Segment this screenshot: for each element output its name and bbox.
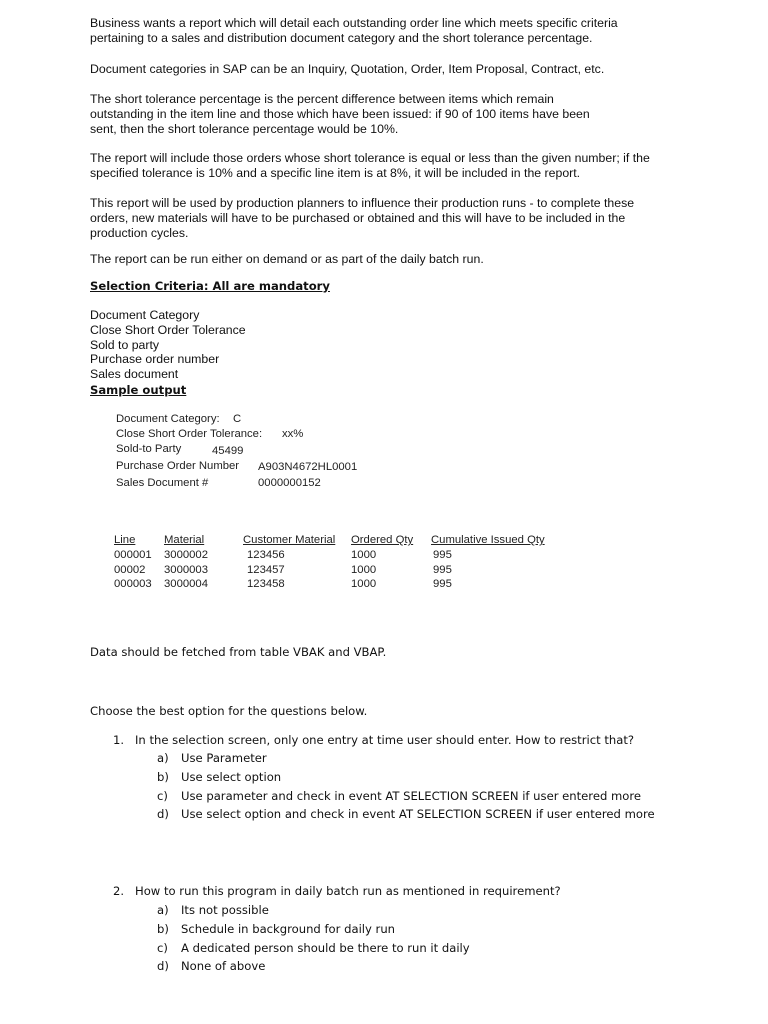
list-item [157, 957, 470, 976]
question-2-options [157, 901, 470, 976]
column-header-ordered-qty: Ordered Qty [351, 534, 414, 546]
list-item [157, 901, 470, 920]
option-letter: c) [157, 788, 168, 803]
paragraph-line: outstanding in the item line and those which have been issued: if 90 of 100 items have been [90, 107, 590, 121]
sample-output-heading: Sample output [90, 383, 187, 397]
option-text: Use parameter and check in event AT SELECTION SCREEN if user entered more [181, 788, 642, 803]
list-item [157, 787, 655, 806]
doc-category-label: Document Category: [116, 413, 220, 425]
option-letter: d) [157, 807, 169, 822]
table-cell: 3000003 [164, 564, 208, 576]
po-label: Purchase Order Number [116, 460, 240, 472]
table-cell: 000003 [114, 578, 152, 590]
paragraph-line: The report can be run either on demand or as part of the daily batch run. [90, 252, 484, 266]
instructions-text: Choose the best option for the questions below. [90, 704, 368, 718]
table-cell: 995 [433, 564, 452, 576]
tolerance-label: Close Short Order Tolerance: [116, 428, 263, 440]
table-cell: 3000004 [164, 578, 208, 590]
question-2-text: How to run this program in daily batch run as mentioned in requirement? [135, 884, 561, 898]
list-item [157, 939, 470, 958]
paragraph-5 [90, 196, 634, 241]
table-cell: 123458 [247, 578, 285, 590]
option-letter: c) [157, 940, 168, 955]
table-cell: 3000002 [164, 549, 208, 561]
table-cell: 1000 [351, 564, 377, 576]
paragraph-line: The short tolerance percentage is the percent difference between items which remain [90, 92, 554, 106]
list-item [157, 805, 655, 824]
sample-table [114, 533, 574, 597]
option-text: Schedule in background for daily run [181, 921, 396, 936]
table-cell: 1000 [351, 549, 377, 561]
tolerance-value: xx% [282, 428, 304, 440]
option-letter: a) [157, 903, 169, 917]
paragraph-line: Document categories in SAP can be an Inquiry, Quotation, Order, Item Proposal, Contract, etc. [90, 62, 605, 76]
table-cell: 995 [433, 549, 452, 561]
criteria-list [90, 308, 246, 382]
po-value: A903N4672HL0001 [258, 461, 358, 473]
option-text: Its not possible [181, 903, 269, 917]
doc-category-value: C [233, 413, 242, 425]
question-1-number: 1. [113, 733, 125, 747]
table-cell: 1000 [351, 578, 377, 590]
paragraph-line: production cycles. [90, 226, 189, 240]
paragraph-line: orders, new materials will have to be purchased or obtained and this will have to be included in the [90, 211, 626, 225]
table-cell: 00002 [114, 564, 146, 576]
option-text: A dedicated person should be there to run it daily [181, 940, 470, 955]
paragraph-line: Business wants a report which will detail each outstanding order line which meets specific criteria [90, 16, 618, 30]
selection-criteria-heading: Selection Criteria: All are mandatory [90, 279, 330, 293]
paragraph-line: sent, then the short tolerance percentage would be 10%. [90, 122, 399, 136]
criteria-item: Purchase order number [90, 352, 220, 367]
criteria-item: Sold to party [90, 337, 160, 352]
option-text: Use select option and check in event AT SELECTION SCREEN if user entered more [181, 807, 655, 822]
list-item [157, 768, 655, 787]
paragraph-line: pertaining to a sales and distribution document category and the short tolerance percentage. [90, 31, 593, 45]
sales-doc-label: Sales Document # [116, 477, 209, 489]
table-cell: 123456 [247, 549, 285, 561]
question-2-number: 2. [113, 884, 125, 898]
option-text: Use select option [181, 769, 282, 784]
list-item [157, 920, 470, 939]
sold-to-value: 45499 [212, 445, 244, 457]
option-letter: d) [157, 959, 169, 974]
question-1-text: In the selection screen, only one entry at time user should enter. How to restrict that? [135, 733, 635, 747]
table-cell: 123457 [247, 564, 285, 576]
list-item [157, 749, 655, 768]
option-letter: b) [157, 769, 169, 784]
paragraph-4 [90, 151, 650, 181]
criteria-item: Sales document [90, 367, 179, 382]
paragraph-line: specified tolerance is 10% and a specific line item is at 8%, it will be included in the report. [90, 166, 581, 180]
option-letter: a) [157, 751, 169, 765]
table-cell: 000001 [114, 549, 152, 561]
column-header-cumulative-issued-qty: Cumulative Issued Qty [431, 534, 545, 546]
option-letter: b) [157, 921, 169, 936]
option-text: None of above [181, 959, 266, 974]
question-1-options [157, 749, 655, 824]
paragraph-2 [90, 62, 604, 77]
column-header-customer-material: Customer Material [243, 534, 336, 546]
table-cell: 995 [433, 578, 452, 590]
paragraph-6 [90, 252, 484, 267]
criteria-item: Document Category [90, 308, 200, 322]
column-header-material: Material [164, 534, 205, 546]
paragraph-line: The report will include those orders whose short tolerance is equal or less than the given number; if the [90, 151, 650, 165]
option-text: Use Parameter [181, 751, 267, 765]
criteria-item: Close Short Order Tolerance [90, 322, 246, 337]
paragraph-1 [90, 16, 618, 46]
data-source-text: Data should be fetched from table VBAK and VBAP. [90, 645, 387, 659]
paragraph-line: This report will be used by production planners to influence their production runs - to complete these [90, 196, 635, 210]
sales-doc-value: 0000000152 [258, 477, 321, 489]
sold-to-label: Sold-to Party [116, 443, 182, 455]
paragraph-3 [90, 92, 590, 137]
column-header-line: Line [114, 534, 136, 546]
